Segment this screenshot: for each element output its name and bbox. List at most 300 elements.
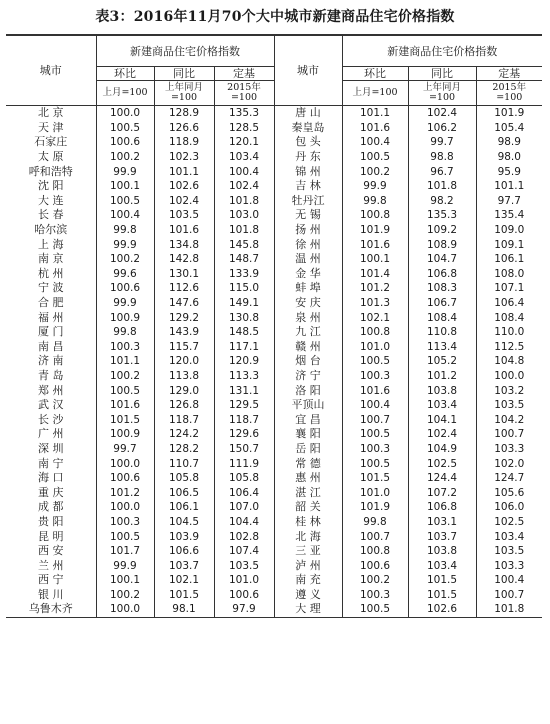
table-row [6,164,542,179]
mom-value-left: 101.5 [96,412,154,427]
mom-value-left: 100.6 [96,281,154,296]
yoy-value-left: 101.1 [154,164,214,179]
city-name-left: 福 州 [38,310,64,324]
base-value-left: 100.6 [214,588,274,603]
mom-header-left: 环比 [96,67,154,81]
table-row [6,383,542,398]
base-value-right: 103.5 [476,544,542,559]
yoy-value-right: 106.8 [408,267,476,282]
yoy-value-left: 120.0 [154,354,214,369]
mom-value-left: 100.5 [96,194,154,209]
base-value-right: 100.4 [476,573,542,588]
yoy-value-left: 110.7 [154,456,214,471]
yoy-value-right: 104.7 [408,252,476,267]
base-value-left: 103.5 [214,558,274,573]
base-value-right: 108.4 [476,310,542,325]
city-name-left: 南 宁 [38,456,64,470]
mom-value-right: 99.9 [342,179,408,194]
city-name-left: 乌鲁木齐 [6,602,96,617]
yoy-value-left: 112.6 [154,281,214,296]
mom-value-left: 100.5 [96,121,154,136]
base-value-right: 104.2 [476,412,542,427]
base-value-left: 106.4 [214,485,274,500]
yoy-sub-line2: =100 [428,92,456,103]
city-name-left: 厦 门 [38,325,64,339]
city-name-right: 秦皇岛 [274,121,342,136]
mom-value-right: 100.4 [342,135,408,150]
yoy-value-right: 99.7 [408,135,476,150]
table-row [6,369,542,384]
base-value-right: 104.8 [476,354,542,369]
city-name-left: 宁 波 [38,281,64,295]
city-name-left: 天 津 [38,120,64,134]
yoy-value-right: 135.3 [408,208,476,223]
base-value-right: 106.4 [476,296,542,311]
table-row [6,340,542,355]
base-value-right: 109.0 [476,223,542,238]
yoy-value-left: 113.8 [154,369,214,384]
base-value-left: 117.1 [214,340,274,355]
city-name-right: 北 海 [274,529,342,544]
city-name-left: 贵 阳 [38,514,64,528]
city-name-left: 广 州 [38,427,64,441]
mom-value-left: 100.9 [96,427,154,442]
yoy-value-left: 106.1 [154,500,214,515]
mom-value-left: 100.6 [96,471,154,486]
mom-value-right: 100.3 [342,442,408,457]
yoy-value-right: 96.7 [408,164,476,179]
mom-value-right: 100.2 [342,573,408,588]
city-name-right: 牡丹江 [274,194,342,209]
mom-value-right: 100.2 [342,164,408,179]
city-name-right: 无 锡 [274,208,342,223]
base-value-left: 128.5 [214,121,274,136]
city-name-right: 泉 州 [274,310,342,325]
base-value-left: 120.1 [214,135,274,150]
yoy-value-right: 103.8 [408,383,476,398]
table-row [6,106,542,121]
page-title: 表3：2016年11月70个大中城市新建商品住宅价格指数 [95,9,455,25]
yoy-value-left: 126.8 [154,398,214,413]
base-value-left: 150.7 [214,442,274,457]
base-value-right: 103.4 [476,529,542,544]
yoy-value-left: 102.4 [154,194,214,209]
base-value-right: 101.1 [476,179,542,194]
table-row [6,412,542,427]
base-value-left: 113.3 [214,369,274,384]
table-row [6,135,542,150]
yoy-value-left: 102.1 [154,573,214,588]
yoy-value-left: 130.1 [154,267,214,282]
yoy-value-right: 103.4 [408,558,476,573]
city-name-left: 大 连 [38,193,64,207]
city-name-right: 南 充 [274,573,342,588]
city-name-right: 遵 义 [274,588,342,603]
yoy-value-left: 104.5 [154,515,214,530]
yoy-value-right: 102.4 [408,106,476,121]
city-name-left: 重 庆 [38,485,64,499]
city-name-right: 平顶山 [274,398,342,413]
yoy-value-right: 106.8 [408,500,476,515]
table-row [6,442,542,457]
mom-value-left: 100.0 [96,602,154,617]
mom-value-right: 100.6 [342,558,408,573]
city-name-left: 南 京 [38,252,64,266]
base-sub-right [476,81,542,106]
mom-value-right: 99.8 [342,194,408,209]
table-row [6,267,542,282]
yoy-value-right: 113.4 [408,340,476,355]
base-value-left: 104.4 [214,515,274,530]
mom-value-left: 100.3 [96,515,154,530]
table-row [6,500,542,515]
mom-sub-right: 上月=100 [342,81,408,106]
city-name-left: 呼和浩特 [28,164,73,178]
city-name-left: 深 圳 [38,441,64,455]
base-value-left: 129.5 [214,398,274,413]
city-name-right: 襄 阳 [274,427,342,442]
yoy-sub-line2: =100 [170,92,198,103]
base-value-left: 100.4 [214,164,274,179]
table-row [6,529,542,544]
table-row [6,223,542,238]
yoy-value-left: 128.2 [154,442,214,457]
mom-value-left: 100.6 [96,135,154,150]
mom-value-right: 101.3 [342,296,408,311]
mom-value-right: 101.2 [342,281,408,296]
base-value-left: 145.8 [214,237,274,252]
mom-value-left: 99.9 [96,237,154,252]
yoy-value-left: 103.7 [154,558,214,573]
city-name-right: 惠 州 [274,471,342,486]
base-sub-left [214,81,274,106]
base-value-left: 148.5 [214,325,274,340]
table-row [6,471,542,486]
yoy-value-left: 126.6 [154,121,214,136]
mom-value-left: 100.2 [96,588,154,603]
city-name-right: 烟 台 [274,354,342,369]
yoy-value-right: 108.3 [408,281,476,296]
mom-value-left: 101.7 [96,544,154,559]
yoy-value-right: 102.6 [408,602,476,617]
city-name-right: 韶 关 [274,500,342,515]
yoy-value-left: 147.6 [154,296,214,311]
base-value-left: 102.4 [214,179,274,194]
city-header-right: 城市 [274,35,342,106]
table-row [6,281,542,296]
city-name-right: 桂 林 [274,515,342,530]
city-name-left: 合 肥 [38,296,64,310]
mom-value-right: 101.0 [342,485,408,500]
table-row [6,208,542,223]
table-row [6,573,542,588]
mom-value-left: 100.5 [96,529,154,544]
table-row [6,515,542,530]
yoy-value-right: 103.4 [408,398,476,413]
mom-header-right: 环比 [342,67,408,81]
mom-value-right: 101.1 [342,106,408,121]
base-value-right: 102.5 [476,515,542,530]
base-value-right: 135.4 [476,208,542,223]
table-row [6,150,542,165]
city-name-left: 成 都 [38,500,64,514]
table-row [6,179,542,194]
city-name-left: 西 宁 [38,573,64,587]
base-value-right: 98.0 [476,150,542,165]
yoy-value-right: 103.7 [408,529,476,544]
base-sub-line1: 2015年 [227,82,261,93]
city-name-left: 济 南 [38,354,64,368]
base-value-left: 102.8 [214,529,274,544]
mom-value-right: 101.4 [342,267,408,282]
mom-value-right: 101.0 [342,340,408,355]
base-value-left: 131.1 [214,383,274,398]
base-value-left: 107.4 [214,544,274,559]
mom-value-left: 99.9 [96,296,154,311]
base-value-left: 135.3 [214,106,274,121]
yoy-value-right: 101.2 [408,369,476,384]
yoy-sub-line1: 上年同月 [164,82,203,93]
base-value-right: 98.9 [476,135,542,150]
base-sub-line2: =100 [496,92,523,103]
yoy-header-left: 同比 [154,67,214,81]
table-row [6,427,542,442]
base-value-left: 118.7 [214,412,274,427]
city-name-left: 郑 州 [38,383,64,397]
yoy-sub-left [154,81,214,106]
yoy-sub-line1: 上年同月 [422,82,461,93]
city-name-right: 扬 州 [274,223,342,238]
city-name-left: 北 京 [38,106,64,120]
mom-value-left: 100.2 [96,369,154,384]
city-name-right: 锦 州 [274,164,342,179]
city-name-right: 吉 林 [274,179,342,194]
city-name-right: 岳 阳 [274,442,342,457]
mom-value-left: 100.2 [96,150,154,165]
city-name-right: 徐 州 [274,237,342,252]
yoy-value-right: 102.5 [408,456,476,471]
city-name-right: 大 理 [274,602,342,617]
city-name-right: 安 庆 [274,296,342,311]
base-value-left: 101.8 [214,194,274,209]
yoy-value-left: 98.1 [154,602,214,617]
yoy-value-right: 105.2 [408,354,476,369]
city-name-left: 沈 阳 [38,179,64,193]
mom-value-right: 100.7 [342,529,408,544]
mom-value-left: 100.0 [96,456,154,471]
yoy-value-right: 106.2 [408,121,476,136]
base-value-left: 103.4 [214,150,274,165]
yoy-value-left: 129.0 [154,383,214,398]
mom-value-right: 100.5 [342,456,408,471]
mom-value-left: 99.8 [96,223,154,238]
base-value-right: 100.7 [476,588,542,603]
base-value-left: 129.6 [214,427,274,442]
city-name-right: 赣 州 [274,340,342,355]
base-value-left: 115.0 [214,281,274,296]
city-name-left: 兰 州 [38,558,64,572]
base-value-right: 110.0 [476,325,542,340]
city-name-right: 九 江 [274,325,342,340]
table-body [6,106,542,618]
yoy-value-right: 106.7 [408,296,476,311]
table-row [6,252,542,267]
mom-value-right: 100.3 [342,588,408,603]
base-value-right: 108.0 [476,267,542,282]
base-value-right: 100.7 [476,427,542,442]
mom-value-left: 99.9 [96,558,154,573]
mom-value-left: 99.8 [96,325,154,340]
city-name-right: 常 德 [274,456,342,471]
yoy-value-left: 118.7 [154,412,214,427]
yoy-value-right: 104.9 [408,442,476,457]
yoy-value-right: 124.4 [408,471,476,486]
city-name-left: 杭 州 [38,266,64,280]
mom-value-left: 100.1 [96,573,154,588]
city-name-left: 石家庄 [34,135,68,149]
table-row [6,121,542,136]
yoy-value-left: 101.6 [154,223,214,238]
table-row [6,325,542,340]
yoy-value-right: 110.8 [408,325,476,340]
mom-value-right: 101.6 [342,237,408,252]
table-row [6,456,542,471]
base-value-right: 101.8 [476,602,542,617]
mom-value-right: 100.4 [342,398,408,413]
yoy-value-left: 106.5 [154,485,214,500]
yoy-value-left: 118.9 [154,135,214,150]
city-name-right: 丹 东 [274,150,342,165]
yoy-value-left: 102.3 [154,150,214,165]
city-name-right: 湛 江 [274,485,342,500]
base-value-left: 120.9 [214,354,274,369]
mom-value-right: 101.6 [342,121,408,136]
city-name-left: 上 海 [38,237,64,251]
base-value-right: 103.5 [476,398,542,413]
mom-value-left: 99.7 [96,442,154,457]
table-row [6,398,542,413]
mom-value-left: 100.5 [96,383,154,398]
table-row [6,354,542,369]
yoy-sub-right [408,81,476,106]
city-name-left: 西 安 [38,544,64,558]
index-group-header-right: 新建商品住宅价格指数 [342,35,542,67]
table-row [6,296,542,311]
city-name-right: 济 宁 [274,369,342,384]
base-value-right: 112.5 [476,340,542,355]
mom-value-left: 101.1 [96,354,154,369]
mom-value-right: 99.8 [342,515,408,530]
city-name-left: 昆 明 [38,529,64,543]
yoy-value-right: 101.5 [408,588,476,603]
base-value-left: 130.8 [214,310,274,325]
table-row [6,544,542,559]
mom-value-left: 101.2 [96,485,154,500]
yoy-value-left: 101.5 [154,588,214,603]
city-name-right: 宜 昌 [274,412,342,427]
mom-value-left: 100.3 [96,340,154,355]
base-value-right: 105.4 [476,121,542,136]
city-name-right: 蚌 埠 [274,281,342,296]
yoy-value-left: 106.6 [154,544,214,559]
mom-value-left: 100.4 [96,208,154,223]
yoy-value-right: 108.9 [408,237,476,252]
base-value-right: 103.2 [476,383,542,398]
yoy-value-left: 129.2 [154,310,214,325]
yoy-value-right: 109.2 [408,223,476,238]
city-name-left: 武 汉 [38,398,64,412]
city-name-left: 太 原 [38,150,64,164]
base-value-right: 103.3 [476,558,542,573]
city-name-left: 海 口 [38,471,64,485]
table-row [6,310,542,325]
city-name-left: 银 川 [38,587,64,601]
table-row [6,237,542,252]
yoy-value-right: 98.8 [408,150,476,165]
mom-sub-left: 上月=100 [96,81,154,106]
city-name-left: 长 春 [38,208,64,222]
base-header-right: 定基 [476,67,542,81]
mom-value-right: 100.5 [342,354,408,369]
yoy-value-left: 115.7 [154,340,214,355]
base-sub-line2: =100 [230,92,258,103]
yoy-header-right: 同比 [408,67,476,81]
yoy-value-right: 101.5 [408,573,476,588]
yoy-value-left: 142.8 [154,252,214,267]
mom-value-left: 99.6 [96,267,154,282]
city-name-left: 哈尔滨 [34,223,68,237]
city-name-left: 青 岛 [38,368,64,382]
table-row [6,558,542,573]
city-name-left: 南 昌 [38,339,64,353]
mom-value-right: 100.3 [342,369,408,384]
city-name-right: 温 州 [274,252,342,267]
table-row [6,602,542,617]
base-header-left: 定基 [214,67,274,81]
base-value-right: 124.7 [476,471,542,486]
city-name-right: 金 华 [274,267,342,282]
city-name-right: 洛 阳 [274,383,342,398]
yoy-value-left: 103.5 [154,208,214,223]
yoy-value-left: 105.8 [154,471,214,486]
base-value-left: 105.8 [214,471,274,486]
city-name-right: 三 亚 [274,544,342,559]
mom-value-left: 100.9 [96,310,154,325]
yoy-value-right: 108.4 [408,310,476,325]
mom-value-right: 100.8 [342,544,408,559]
yoy-value-right: 101.8 [408,179,476,194]
base-value-right: 107.1 [476,281,542,296]
base-value-right: 106.0 [476,500,542,515]
base-value-right: 102.0 [476,456,542,471]
base-sub-line1: 2015年 [492,82,527,93]
yoy-value-right: 104.1 [408,412,476,427]
base-value-left: 97.9 [214,602,274,617]
city-header-left: 城市 [6,35,96,106]
base-value-left: 107.0 [214,500,274,515]
base-value-right: 105.6 [476,485,542,500]
city-name-right: 泸 州 [274,558,342,573]
base-value-left: 149.1 [214,296,274,311]
base-value-right: 95.9 [476,164,542,179]
mom-value-left: 100.2 [96,252,154,267]
base-value-right: 101.9 [476,106,542,121]
base-value-left: 101.0 [214,573,274,588]
index-group-header-left: 新建商品住宅价格指数 [96,35,274,67]
mom-value-left: 100.0 [96,106,154,121]
yoy-value-left: 128.9 [154,106,214,121]
table-row [6,194,542,209]
